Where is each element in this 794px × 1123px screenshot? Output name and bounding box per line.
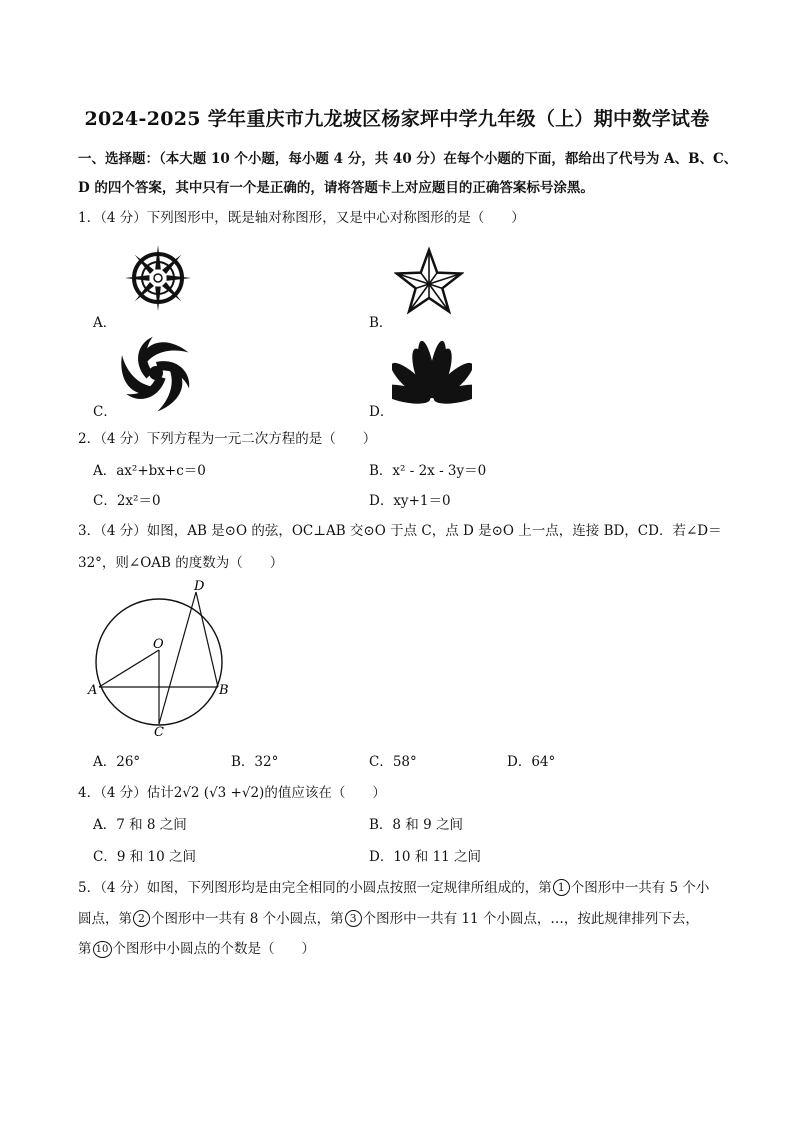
q5-stem-line1 [78, 876, 709, 896]
segment-bd [196, 592, 218, 687]
q4-stem [78, 781, 386, 801]
q1-stem: 1．（4 分）下列图形中，既是轴对称图形，又是中心对称图形的是（ ） [78, 210, 525, 226]
point-label-o: O [153, 637, 164, 652]
q5-text: 个图形中一共有 5 个小 [570, 880, 710, 896]
q5-text: 第 [78, 941, 92, 957]
q5-text: 个图形中一共有 11 个小圆点，…，按此规律排列下去， [362, 911, 699, 927]
q1-label-c: C． [93, 404, 117, 420]
section-heading-line2: D 的四个答案，其中只有一个是正确的，请将答题卡上对应题目的正确答案标号涂黑。 [78, 180, 594, 196]
segment-cd [159, 592, 196, 724]
q3-circle-diagram [86, 578, 236, 738]
compass-ray [155, 245, 161, 269]
q5-text: 5．（4 分）如图，下列图形均是由完全相同的小圆点按照一定规律所组成的，第 [78, 880, 552, 896]
q3-option-d: D．64° [507, 754, 556, 770]
q1-label-b: B． [369, 315, 393, 331]
circled-number-3: 3 [345, 910, 362, 927]
q5-stem-line2 [78, 907, 699, 927]
circled-number-1: 1 [553, 879, 570, 896]
petal-logo-icon [392, 340, 472, 410]
point-label-b: B [219, 683, 229, 698]
point-label-d: D [194, 579, 205, 594]
q1-label-a: A． [93, 315, 117, 331]
q4-expression: 2√2 (√3 +√2) [173, 785, 265, 801]
q5-stem-line3 [78, 937, 315, 958]
q2-stem: 2．（4 分）下列方程为一元二次方程的是（ ） [78, 431, 377, 447]
eight-point-compass-icon [123, 243, 193, 313]
compass-ray [155, 287, 161, 311]
q1-label-d: D． [369, 404, 394, 420]
q2-option-b: B．x² - 2x - 3y＝0 [369, 463, 487, 479]
compass-ray [125, 275, 149, 281]
q2-option-c: C．2x²＝0 [93, 493, 161, 509]
swirl-logo-icon [118, 335, 194, 411]
q3-stem-line1: 3．（4 分）如图，AB 是⊙O 的弦，OC⊥AB 交⊙O 于点 C，点 D 是⊙O 上一点，连接 BD，CD．若∠D＝ [78, 523, 722, 539]
compass-ray [167, 275, 191, 281]
q3-option-b: B．32° [231, 754, 279, 770]
page-title: 2024-2025 学年重庆市九龙坡区杨家坪中学九年级（上）期中数学试卷 [84, 108, 710, 130]
q4-stem-suffix: 的值应该在（ ） [264, 785, 386, 801]
star-icon [394, 240, 464, 320]
point-label-a: A [88, 683, 98, 698]
q3-option-c: C．58° [369, 754, 417, 770]
q2-option-d: D．xy+1＝0 [369, 493, 451, 509]
point-label-c: C [154, 725, 164, 738]
q4-option-d: D．10 和 11 之间 [369, 849, 482, 865]
section-heading-line1: 一、选择题：（本大题 10 个小题，每小题 4 分，共 40 分）在每个小题的下面，都给出了代号为 A、B、C、 [78, 151, 738, 167]
circled-number-2: 2 [133, 910, 150, 927]
q3-option-a: A．26° [93, 754, 141, 770]
q3-stem-line2: 32°，则∠OAB 的度数为（ ） [78, 555, 284, 571]
q4-option-b: B．8 和 9 之间 [369, 817, 463, 833]
circled-number-10: 10 [93, 941, 112, 958]
q4-option-c: C．9 和 10 之间 [93, 849, 196, 865]
q5-text: 个图形中小圆点的个数是（ ） [112, 941, 315, 957]
q5-text: 圆点，第 [78, 911, 132, 927]
q4-stem-prefix: 4．（4 分）估计 [78, 785, 174, 801]
q5-text: 个图形中一共有 8 个小圆点，第 [151, 911, 344, 927]
segment-oa [99, 650, 159, 687]
q4-option-a: A．7 和 8 之间 [93, 817, 187, 833]
q2-option-a: A．ax²+bx+c＝0 [93, 463, 206, 479]
